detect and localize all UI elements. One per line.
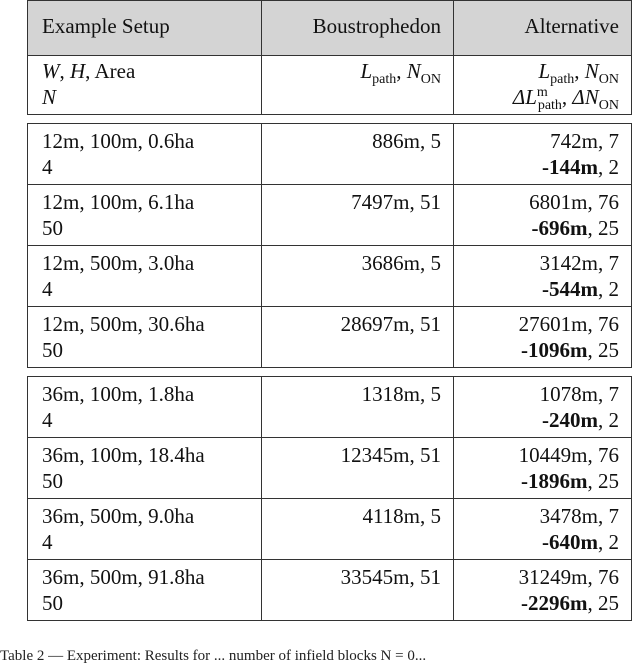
delta-line (468, 276, 619, 302)
variables-alternative-line1: $L_{path}$, $N_{ON}$ (538, 59, 619, 88)
setup-cell (28, 377, 262, 438)
alternative-cell (454, 124, 632, 185)
boustrophedon-cell (262, 246, 454, 307)
var-delta-l-sub: path (537, 98, 562, 114)
var-n: N (42, 85, 57, 109)
delta-length: -640m (542, 530, 598, 554)
boustrophedon-value: 28697m, 51 (340, 312, 441, 336)
alternative-cell (454, 438, 632, 499)
table-row (28, 377, 632, 438)
setup-params: 12m, 100m, 0.6ha (42, 129, 195, 153)
setup-n: 50 (42, 216, 63, 240)
results-table-header (27, 0, 632, 115)
setup-params: 12m, 100m, 6.1ha (42, 190, 195, 214)
setup-cell (28, 185, 262, 246)
boustrophedon-value: 33545m, 51 (340, 565, 441, 589)
header-row (28, 1, 632, 56)
boustrophedon-cell (262, 377, 454, 438)
delta-line (468, 154, 619, 180)
alternative-cell (454, 499, 632, 560)
alternative-cell (454, 377, 632, 438)
alternative-value: 3142m, 7 (539, 251, 619, 275)
setup-cell (28, 246, 262, 307)
delta-n: , 25 (587, 591, 619, 615)
variables-setup-line1: W, H, Area (42, 59, 136, 83)
delta-length: -2296m (521, 591, 588, 615)
var-l: L (538, 59, 551, 83)
header-boustrophedon: Boustrophedon (262, 1, 454, 56)
alternative-value: 1078m, 7 (539, 382, 619, 406)
delta-n: , 2 (598, 277, 619, 301)
var-delta-n: ΔN (572, 85, 599, 109)
alternative-value: 742m, 7 (550, 129, 619, 153)
table-row (28, 124, 632, 185)
setup-cell (28, 124, 262, 185)
boustrophedon-cell (262, 185, 454, 246)
delta-length: -696m (531, 216, 588, 240)
boustrophedon-cell (262, 438, 454, 499)
setup-params: 36m, 500m, 9.0ha (42, 504, 195, 528)
setup-n: 50 (42, 338, 63, 362)
delta-line (468, 468, 619, 494)
delta-line (468, 590, 619, 616)
var-n-sub: ON (420, 72, 441, 88)
variables-row (28, 56, 632, 115)
setup-cell (28, 438, 262, 499)
var-delta-l: ΔL (512, 85, 537, 109)
delta-length: -144m (542, 155, 598, 179)
boustrophedon-value: 7497m, 51 (351, 190, 441, 214)
table-row (28, 438, 632, 499)
setup-n: 50 (42, 469, 63, 493)
setup-cell (28, 560, 262, 621)
setup-n: 4 (42, 408, 53, 432)
delta-n: , 25 (587, 469, 619, 493)
var-l-sub: path (550, 72, 575, 88)
boustrophedon-cell (262, 560, 454, 621)
setup-params: 36m, 100m, 1.8ha (42, 382, 195, 406)
variables-boustrophedon-line1: $L_{path}$, $N_{ON}$ (360, 59, 441, 88)
setup-cell (28, 307, 262, 368)
alternative-cell (454, 246, 632, 307)
delta-length: -240m (542, 408, 598, 432)
results-table-container (27, 0, 631, 621)
alternative-value: 10449m, 76 (518, 443, 619, 467)
delta-n: , 2 (598, 530, 619, 554)
boustrophedon-value: 886m, 5 (372, 129, 441, 153)
header-alternative: Alternative (454, 1, 632, 56)
setup-n: 4 (42, 155, 53, 179)
boustrophedon-cell (262, 499, 454, 560)
alternative-value: 31249m, 76 (518, 565, 619, 589)
setup-cell (28, 499, 262, 560)
variables-alternative-line2: $\Delta L^m_{path}$, $\Delta N_{ON}$ (512, 85, 619, 114)
alternative-value: 27601m, 76 (518, 312, 619, 336)
table-row (28, 499, 632, 560)
setup-params: 36m, 500m, 91.8ha (42, 565, 205, 589)
boustrophedon-value: 12345m, 51 (340, 443, 441, 467)
delta-line (468, 337, 619, 363)
boustrophedon-cell (262, 124, 454, 185)
setup-n: 4 (42, 530, 53, 554)
delta-line (468, 407, 619, 433)
alternative-cell (454, 307, 632, 368)
delta-line (468, 529, 619, 555)
setup-params: 12m, 500m, 30.6ha (42, 312, 205, 336)
delta-n: , 25 (587, 216, 619, 240)
setup-params: 36m, 100m, 18.4ha (42, 443, 205, 467)
delta-n: , 2 (598, 408, 619, 432)
var-l-sub: path (372, 72, 397, 88)
delta-n: , 25 (587, 338, 619, 362)
results-group-36m (27, 376, 632, 621)
delta-line (468, 215, 619, 241)
alternative-value: 3478m, 7 (539, 504, 619, 528)
delta-length: -1896m (521, 469, 588, 493)
setup-params: 12m, 500m, 3.0ha (42, 251, 195, 275)
var-n-sub: ON (598, 72, 619, 88)
alternative-cell (454, 560, 632, 621)
delta-n: , 2 (598, 155, 619, 179)
setup-n: 4 (42, 277, 53, 301)
variables-boustrophedon-cell (262, 56, 454, 115)
header-example-setup: Example Setup (28, 1, 262, 56)
variables-setup-line2 (42, 84, 249, 110)
results-group-12m (27, 123, 632, 368)
var-delta-l-sup: m (536, 85, 548, 100)
alternative-cell (454, 185, 632, 246)
delta-length: -1096m (521, 338, 588, 362)
delta-length: -544m (542, 277, 598, 301)
var-area: Area (94, 59, 136, 83)
var-n-on: N (406, 59, 421, 83)
setup-n: 50 (42, 591, 63, 615)
boustrophedon-value: 4118m, 5 (362, 504, 441, 528)
alternative-value: 6801m, 76 (529, 190, 619, 214)
table-row (28, 307, 632, 368)
var-h: H (70, 59, 86, 83)
table-caption: Table 2 — Experiment: Results for ... number of infield blocks N = 0... (0, 648, 427, 664)
var-n-on: N (584, 59, 599, 83)
var-delta-n-sub: ON (598, 98, 619, 114)
variables-alternative-cell (454, 56, 632, 115)
table-row (28, 560, 632, 621)
boustrophedon-value: 3686m, 5 (361, 251, 441, 275)
var-w: W (42, 59, 60, 83)
table-row (28, 185, 632, 246)
var-l: L (360, 59, 373, 83)
table-row (28, 246, 632, 307)
variables-setup-cell (28, 56, 262, 115)
boustrophedon-cell (262, 307, 454, 368)
boustrophedon-value: 1318m, 5 (361, 382, 441, 406)
